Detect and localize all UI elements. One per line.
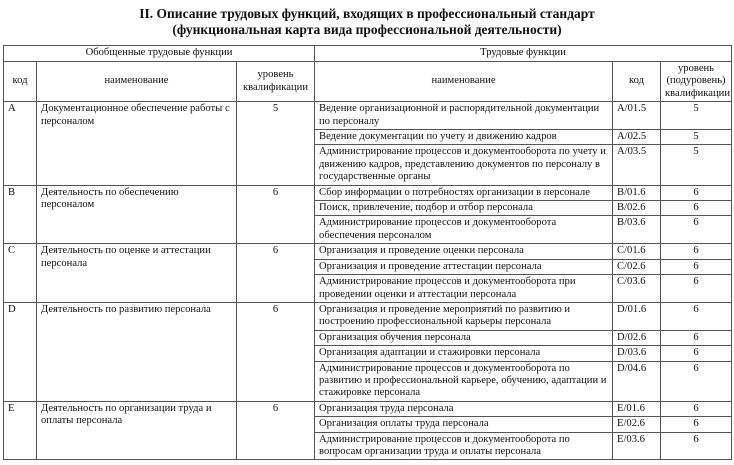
- function-name: Администрирование процессов и документооборота по вопросам организации труда и оплаты персонала: [315, 432, 613, 460]
- function-code: A/02.5: [613, 130, 661, 145]
- functional-map-table: [3, 45, 732, 460]
- table-row: [4, 244, 732, 259]
- function-code: B/02.6: [613, 201, 661, 216]
- function-level: 6: [661, 259, 732, 274]
- function-name: Администрирование процессов и документооборота обеспечения персоналом: [315, 216, 613, 244]
- table-row: [4, 401, 732, 416]
- function-level: 6: [661, 401, 732, 416]
- group-name: Деятельность по оценке и аттестации персонала: [37, 244, 237, 303]
- function-name: Организация и проведение оценки персонала: [315, 244, 613, 259]
- function-name: Организация обучения персонала: [315, 330, 613, 345]
- function-name: Организация адаптации и стажировки персонала: [315, 346, 613, 361]
- function-code: D/02.6: [613, 330, 661, 345]
- group-name: Деятельность по организации труда и оплаты персонала: [37, 401, 237, 460]
- function-level: 6: [661, 275, 732, 303]
- table-row: [4, 185, 732, 200]
- function-code: C/03.6: [613, 275, 661, 303]
- header-code: код: [4, 62, 37, 102]
- header-labor-functions: Трудовые функции: [315, 46, 732, 62]
- function-name: Поиск, привлечение, подбор и отбор персонала: [315, 201, 613, 216]
- function-level: 6: [661, 302, 732, 330]
- header-function-code: код: [613, 62, 661, 102]
- function-code: D/04.6: [613, 361, 661, 401]
- function-name: Администрирование процессов и документооборота по развитию и профессиональной карьере, обучению, адаптации и стажировке персонала: [315, 361, 613, 401]
- function-code: D/03.6: [613, 346, 661, 361]
- function-code: E/02.6: [613, 417, 661, 432]
- function-code: D/01.6: [613, 302, 661, 330]
- header-name: наименование: [37, 62, 237, 102]
- group-level: 6: [237, 185, 315, 244]
- function-name: Организация труда персонала: [315, 401, 613, 416]
- function-level: 6: [661, 201, 732, 216]
- header-qualification-level: уровень квалификации: [237, 62, 315, 102]
- function-code: A/03.5: [613, 145, 661, 185]
- function-level: 6: [661, 330, 732, 345]
- group-name: Деятельность по развитию персонала: [37, 302, 237, 401]
- function-level: 6: [661, 346, 732, 361]
- header-sublevel: уровень (подуровень) квалификации: [661, 62, 732, 102]
- group-code: D: [4, 302, 37, 401]
- group-level: 6: [237, 401, 315, 460]
- function-name: Организация и проведение аттестации персонала: [315, 259, 613, 274]
- function-level: 6: [661, 185, 732, 200]
- group-level: 6: [237, 244, 315, 303]
- function-code: C/02.6: [613, 259, 661, 274]
- function-name: Администрирование процессов и документооборота при проведении оценки и аттестации персонала: [315, 275, 613, 303]
- function-name: Организация и проведение мероприятий по развитию и построению профессиональной карьеры персонала: [315, 302, 613, 330]
- group-name: Документационное обеспечение работы с персоналом: [37, 102, 237, 185]
- title-line-2: (функциональная карта вида профессиональной деятельности): [172, 22, 562, 37]
- group-code: A: [4, 102, 37, 185]
- function-level: 6: [661, 216, 732, 244]
- function-level: 5: [661, 145, 732, 185]
- function-code: C/01.6: [613, 244, 661, 259]
- group-code: E: [4, 401, 37, 460]
- title-line-1: II. Описание трудовых функций, входящих в профессиональный стандарт: [139, 6, 595, 21]
- function-name: Ведение организационной и распорядительной документации по персоналу: [315, 102, 613, 130]
- function-name: Ведение документации по учету и движению кадров: [315, 130, 613, 145]
- table-row: [4, 102, 732, 130]
- function-level: 6: [661, 244, 732, 259]
- function-code: B/01.6: [613, 185, 661, 200]
- function-level: 5: [661, 130, 732, 145]
- function-level: 6: [661, 417, 732, 432]
- header-generalized-functions: Обобщенные трудовые функции: [4, 46, 315, 62]
- function-code: E/03.6: [613, 432, 661, 460]
- function-code: B/03.6: [613, 216, 661, 244]
- group-name: Деятельность по обеспечению персоналом: [37, 185, 237, 244]
- table-row: [4, 302, 732, 330]
- group-level: 6: [237, 302, 315, 401]
- page-title: [0, 6, 734, 38]
- header-function-name: наименование: [315, 62, 613, 102]
- function-code: A/01.5: [613, 102, 661, 130]
- group-code: C: [4, 244, 37, 303]
- group-level: 5: [237, 102, 315, 185]
- function-code: E/01.6: [613, 401, 661, 416]
- group-code: B: [4, 185, 37, 244]
- function-name: Сбор информации о потребностях организации в персонале: [315, 185, 613, 200]
- function-level: 5: [661, 102, 732, 130]
- function-level: 6: [661, 361, 732, 401]
- function-name: Администрирование процессов и документооборота по учету и движению кадров, представлению документов по персоналу в государственные органы: [315, 145, 613, 185]
- function-name: Организация оплаты труда персонала: [315, 417, 613, 432]
- table-body: [4, 102, 732, 460]
- function-level: 6: [661, 432, 732, 460]
